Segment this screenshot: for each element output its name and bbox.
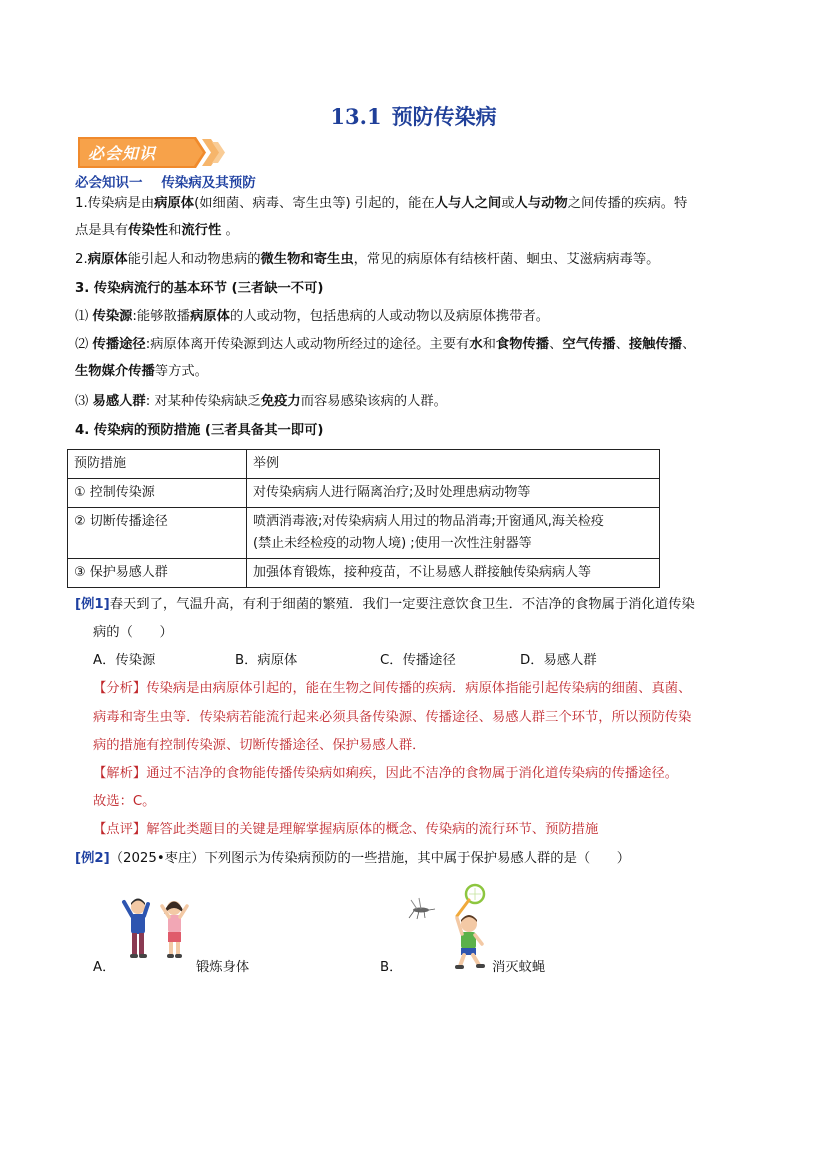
table-cell: ③ 保护易感人群 bbox=[68, 559, 247, 588]
bold-text: 空气传播 bbox=[562, 337, 616, 352]
option-a-label: A． bbox=[93, 960, 116, 975]
table-cell bbox=[247, 508, 660, 559]
table-row bbox=[68, 559, 660, 588]
text: ⑴ bbox=[75, 309, 93, 324]
section-label: 必会知识一 bbox=[75, 175, 143, 191]
bold-text: 易感人群 bbox=[92, 394, 146, 409]
paragraph-1-line-1 bbox=[75, 195, 687, 213]
analysis-line-1 bbox=[93, 680, 691, 698]
analysis-line-3: 病的措施有控制传染源、切断传播途径、保护易感人群． bbox=[93, 738, 426, 753]
bold-text: 食物传播 bbox=[495, 337, 550, 352]
table-row bbox=[68, 479, 660, 508]
text: 而容易感染该病的人群。 bbox=[300, 394, 447, 409]
text: :能够散播 bbox=[132, 309, 191, 324]
table-cell: 对传染病病人进行隔离治疗;及时处理患病动物等 bbox=[247, 479, 660, 508]
text: 和 bbox=[168, 223, 182, 238]
option-a-caption: 锻炼身体 bbox=[196, 960, 250, 975]
section-title: 传染病及其预防 bbox=[161, 175, 256, 191]
example-2-question bbox=[75, 850, 630, 868]
bold-text: 传染源 bbox=[92, 309, 133, 324]
example-label: [例1] bbox=[75, 597, 110, 612]
option-b: B．病原体 bbox=[235, 653, 298, 668]
paragraph-2 bbox=[75, 251, 659, 269]
title-number: 13.1 bbox=[330, 104, 382, 129]
bold-text: 生物媒介传播 bbox=[75, 364, 155, 379]
bold-text: 传播途径 bbox=[92, 337, 146, 352]
text: 解答此类题目的关键是理解掌握病原体的概念、传染病的流行环节、预防措施 bbox=[146, 822, 599, 837]
text: 的人或动物，包括患病的人或动物以及病原体携带者。 bbox=[229, 309, 550, 324]
text: 春天到了，气温升高，有利于细菌的繁殖．我们一定要注意饮食卫生．不洁净的食物属于消化道传染 bbox=[109, 597, 695, 612]
bold-text: 病原体 bbox=[87, 252, 128, 267]
text: : 对某种传染病缺乏 bbox=[145, 394, 261, 409]
bold-text: 流行性 bbox=[181, 223, 222, 238]
option-a: A．传染源 bbox=[93, 653, 156, 668]
paragraph-1-line-2 bbox=[75, 222, 239, 240]
text: ，常见的病原体有结核杆菌、蛔虫、艾滋病病毒等。 bbox=[353, 252, 660, 267]
table-header-row bbox=[68, 450, 660, 479]
text: (如细菌、病毒、寄生虫等) 引起的，能在 bbox=[194, 196, 435, 211]
table-cell: 加强体育锻炼，接种疫苗，不让易感人群接触传染病病人等 bbox=[247, 559, 660, 588]
analysis-label: 【分析】 bbox=[93, 681, 147, 696]
paragraph-3-1 bbox=[75, 308, 549, 326]
option-b-label: B． bbox=[380, 960, 403, 975]
text: 点是具有 bbox=[75, 223, 129, 238]
kids-exercising-image bbox=[118, 890, 198, 970]
comment-line bbox=[93, 821, 598, 839]
bold-text: 微生物和寄生虫 bbox=[260, 252, 354, 267]
prevention-table bbox=[67, 449, 660, 588]
option-c: C．传播途径 bbox=[380, 653, 456, 668]
comment-label: 【点评】 bbox=[93, 822, 147, 837]
text: 1.传染病是由 bbox=[75, 196, 155, 211]
text: 能引起人和动物患病的 bbox=[127, 252, 261, 267]
table-cell: ② 切断传播途径 bbox=[68, 508, 247, 559]
badge-label: 必会知识 bbox=[88, 144, 157, 163]
text: 。 bbox=[221, 223, 239, 238]
heading-4: 4. 传染病的预防措施 (三者具备其一即可) bbox=[75, 423, 324, 438]
bold-text: 接触传播 bbox=[628, 337, 683, 352]
bold-text: 水 bbox=[469, 337, 483, 352]
table-header-cell: 举例 bbox=[247, 450, 660, 479]
paragraph-3-2-line-2 bbox=[75, 363, 208, 381]
page-title bbox=[0, 101, 827, 131]
text: （2025•枣庄）下列图示为传染病预防的一些措施，其中属于保护易感人群的是（ ） bbox=[109, 851, 631, 866]
text: 等方式。 bbox=[154, 364, 208, 379]
bold-text: 免疫力 bbox=[260, 394, 301, 409]
text: 或 bbox=[501, 196, 515, 211]
bold-text: 病原体 bbox=[190, 309, 230, 324]
bold-text: 传染性 bbox=[128, 223, 169, 238]
table-row bbox=[68, 508, 660, 559]
heading-3: 3. 传染病流行的基本环节 (三者缺一不可) bbox=[75, 281, 324, 296]
text: ⑵ bbox=[75, 337, 93, 352]
text: :病原体离开传染源到达人或动物所经过的途径。主要有 bbox=[145, 337, 470, 352]
text: 传染病是由病原体引起的，能在生物之间传播的疾病．病原体指能引起传染病的细菌、真菌、 bbox=[146, 681, 692, 696]
option-b-caption: 消灭蚊蝇 bbox=[492, 960, 546, 975]
title-text: 预防传染病 bbox=[391, 104, 497, 129]
text: 2. bbox=[75, 252, 88, 267]
text: 通过不洁净的食物能传播传染病如痢疾，因此不洁净的食物属于消化道传染病的传播途径。 bbox=[146, 766, 679, 781]
text: 、 bbox=[682, 337, 696, 352]
solution-line bbox=[93, 765, 678, 783]
example-label: [例2] bbox=[75, 851, 110, 866]
paragraph-3-2-line-1 bbox=[75, 336, 695, 354]
bold-text: 病原体 bbox=[154, 196, 195, 211]
answer-line: 故选：C。 bbox=[93, 794, 156, 809]
text: ⑶ bbox=[75, 394, 93, 409]
example-1-question-line-1 bbox=[75, 596, 695, 614]
bold-text: 人与人之间 bbox=[434, 196, 502, 211]
bold-text: 人与动物 bbox=[514, 196, 568, 211]
text: 、 bbox=[549, 337, 563, 352]
cell-line: 喷洒消毒液;对传染病病人用过的物品消毒;开窗通风,海关检疫 bbox=[253, 514, 604, 529]
analysis-line-2: 病毒和寄生虫等．传染病若能流行起来必须具备传染源、传播途径、易感人群三个环节，所以预防传染 bbox=[93, 710, 692, 725]
solution-label: 【解析】 bbox=[93, 766, 147, 781]
table-cell: ① 控制传染源 bbox=[68, 479, 247, 508]
text: 之间传播的疾病。特 bbox=[567, 196, 688, 211]
text: 和 bbox=[482, 337, 496, 352]
cell-line: (禁止未经检疫的动物人境) ;使用一次性注射器等 bbox=[253, 536, 532, 551]
example-1-question-line-2: 病的（ ） bbox=[93, 625, 173, 640]
option-d: D．易感人群 bbox=[520, 653, 597, 668]
kid-swatting-mosquito-image bbox=[405, 880, 490, 972]
text: 、 bbox=[615, 337, 629, 352]
table-header-cell: 预防措施 bbox=[68, 450, 247, 479]
section-heading bbox=[75, 174, 256, 192]
paragraph-3-3 bbox=[75, 393, 447, 411]
